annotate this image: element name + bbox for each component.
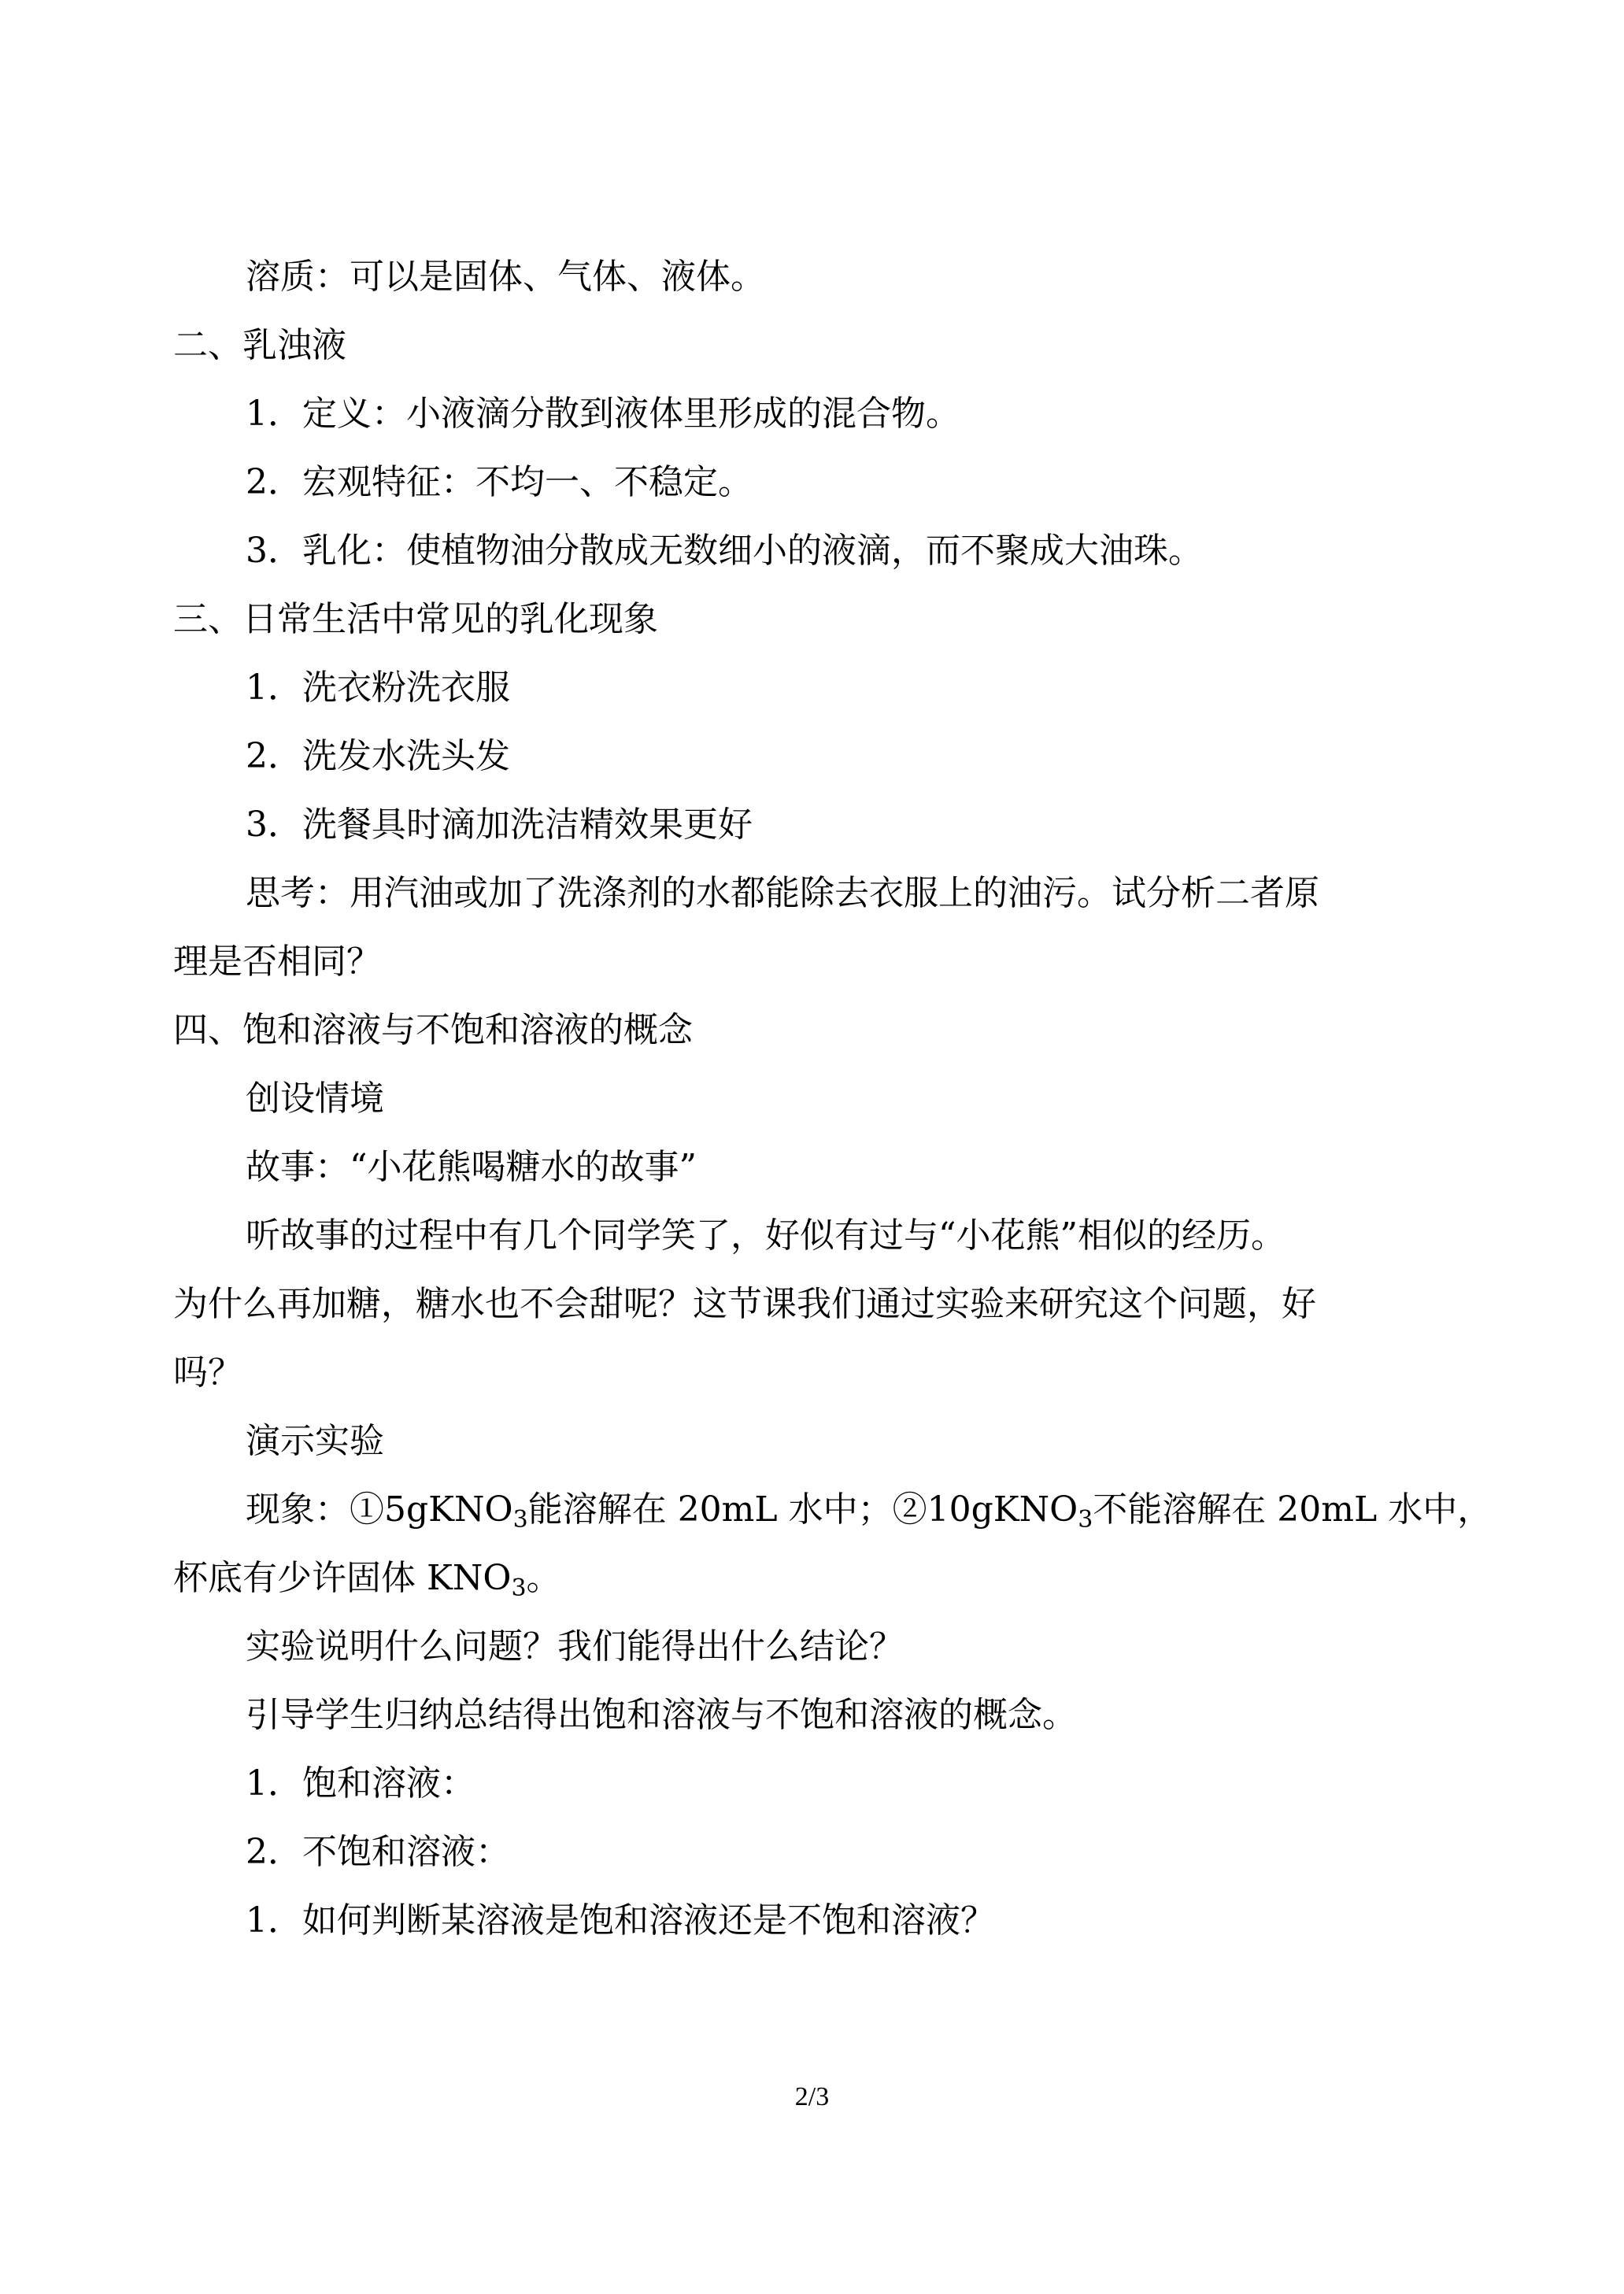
subheading-scenario: 创设情境 [246,1079,384,1119]
list-item-laundry: 1．洗衣粉洗衣服 [246,668,510,708]
paragraph-solute: 溶质：可以是固体、气体、液体。 [246,257,765,297]
paragraph-question: 实验说明什么问题？我们能得出什么结论？ [246,1626,904,1667]
subscript-3: 3 [512,1506,528,1534]
phenomenon-text-2: 能溶解在 20mL 水中；②10gKNO [527,1489,1078,1530]
subscript-3: 3 [511,1574,527,1602]
subscript-3: 3 [1078,1506,1093,1534]
list-item-macro-features: 2．宏观特征：不均一、不稳定。 [246,462,753,502]
phenomenon-text-4: 杯底有少许固体 KNO [173,1558,512,1598]
paragraph-listen-line1: 听故事的过程中有几个同学笑了，好似有过与“小花熊”相似的经历。 [246,1215,1286,1256]
paragraph-phenomenon-line2 [173,1555,1464,1602]
page-number: 2/3 [794,2082,830,2111]
list-item-emulsification: 3．乳化：使植物油分散成无数细小的液滴，而不聚成大油珠。 [246,531,1203,571]
list-item-unsaturated: 2．不饱和溶液： [246,1832,510,1872]
paragraph-thinking-line2: 理是否相同？ [173,942,381,982]
list-item-judge-question: 1．如何判断某溶液是饱和溶液还是不饱和溶液？ [246,1900,995,1941]
phenomenon-text-5: 。 [526,1558,561,1598]
phenomenon-text-3: 不能溶解在 20mL 水中， [1093,1489,1493,1530]
heading-emulsion: 二、乳浊液 [173,325,346,365]
list-item-definition: 1．定义：小液滴分散到液体里形成的混合物。 [246,394,960,434]
phenomenon-text-1: 现象：①5gKNO [246,1489,513,1530]
heading-daily-emulsification: 三、日常生活中常见的乳化现象 [173,599,658,639]
paragraph-guide: 引导学生归纳总结得出饱和溶液与不饱和溶液的概念。 [246,1695,1077,1735]
list-item-shampoo: 2．洗发水洗头发 [246,736,510,776]
paragraph-story: 故事：“小花熊喝糖水的故事” [246,1147,697,1187]
paragraph-phenomenon-line1 [246,1486,1537,1534]
list-item-dishwashing: 3．洗餐具时滴加洗洁精效果更好 [246,805,753,845]
subheading-demo-experiment: 演示实验 [246,1421,384,1461]
heading-saturated-solutions: 四、饱和溶液与不饱和溶液的概念 [173,1010,693,1050]
paragraph-listen-line2: 为什么再加糖，糖水也不会甜呢？这节课我们通过实验来研究这个问题，好 [173,1284,1316,1324]
list-item-saturated: 1．饱和溶液： [246,1763,475,1804]
paragraph-listen-line3: 吗？ [173,1352,242,1393]
paragraph-thinking-line1: 思考：用汽油或加了洗涤剂的水都能除去衣服上的油污。试分析二者原 [246,873,1319,913]
